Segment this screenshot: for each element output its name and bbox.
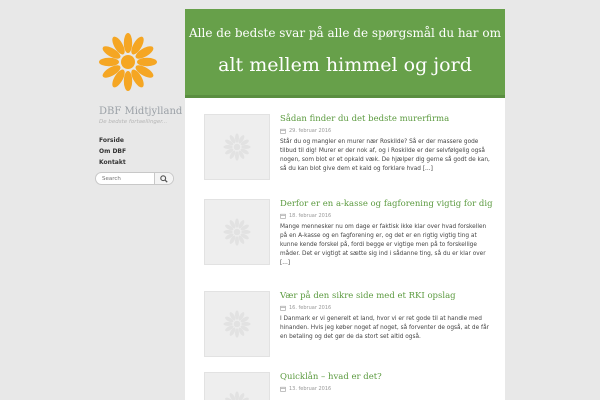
calendar-icon [280,213,286,219]
post-thumbnail[interactable] [204,114,270,180]
calendar-icon [280,128,286,134]
placeholder-sun-icon [222,132,252,162]
site-tagline: De bedste fortaellinger... [99,119,168,125]
main-navigation [99,135,126,168]
search-input[interactable] [96,176,154,182]
calendar-icon [280,386,286,392]
placeholder-sun-icon [222,217,252,247]
post-thumbnail[interactable] [204,199,270,265]
header-headline: Alle de bedste svar på alle de spørgsmål du har om [189,26,501,40]
post-meta [280,305,494,311]
nav-item-kontakt[interactable]: Kontakt [99,159,126,166]
post-thumbnail[interactable] [204,291,270,357]
placeholder-sun-icon [222,309,252,339]
post-meta [280,128,494,134]
sidebar [0,0,185,400]
post-title[interactable]: Derfor er en a-kasse og fagforening vigtig for dig [280,199,493,209]
post-excerpt: Står du og mangler en murer nær Roskilde? Så er der massere gode tilbud til dig! Murer er der nok af, og i Roskilde er der selvfølgelig også nogen, som blot er et opkald væk. De hjælper dig gerne så godt de kan, så du kan blot give dem et kald og forklare hvad [...] [280,139,490,172]
header-title: alt mellem himmel og jord [218,54,472,76]
nav-item-om-dbf[interactable]: Om DBF [99,148,127,155]
placeholder-sun-icon [222,390,252,400]
post-excerpt: I Danmark er vi generelt et land, hvor vi er ret gode til at handle med hinanden. Hvis jeg køber noget af noget, så forventer de også, at de får en betaling og det gør de da stort set altid også. [280,316,489,340]
nav-item-forside[interactable]: Forside [99,137,124,144]
post-title[interactable]: Sådan finder du det bedste murerfirma [280,114,450,124]
post-date: 18. februar 2016 [289,213,332,219]
post-date: 16. februar 2016 [289,305,332,311]
post-date: 29. februar 2016 [289,128,332,134]
site-title[interactable]: DBF Midtjylland [99,106,183,117]
post-excerpt: Mange mennesker nu om dage er faktisk ikke klar over hvad forskellen på en A-kasse og en fagforening er, og det er en rigtig vigtig ting at kunne kende forskel på, fordi begge er vigtige men på to forskellige måder. Det er vigtigt at sætte sig ind i sådanne ting, så du er klar over [...] [280,224,487,266]
search-icon [160,175,168,183]
sun-flower-icon[interactable] [96,30,160,94]
post-title[interactable]: Vær på den sikre side med et RKI opslag [280,291,456,301]
post-meta [280,386,494,392]
site-header [185,9,505,98]
search-button[interactable] [154,172,173,185]
search-form [95,172,174,185]
post-title[interactable]: Quicklån – hvad er det? [280,372,382,382]
post-date: 13. februar 2016 [289,386,332,392]
post-thumbnail[interactable] [204,372,270,400]
main-content [185,9,505,400]
calendar-icon [280,305,286,311]
post-meta [280,213,494,219]
